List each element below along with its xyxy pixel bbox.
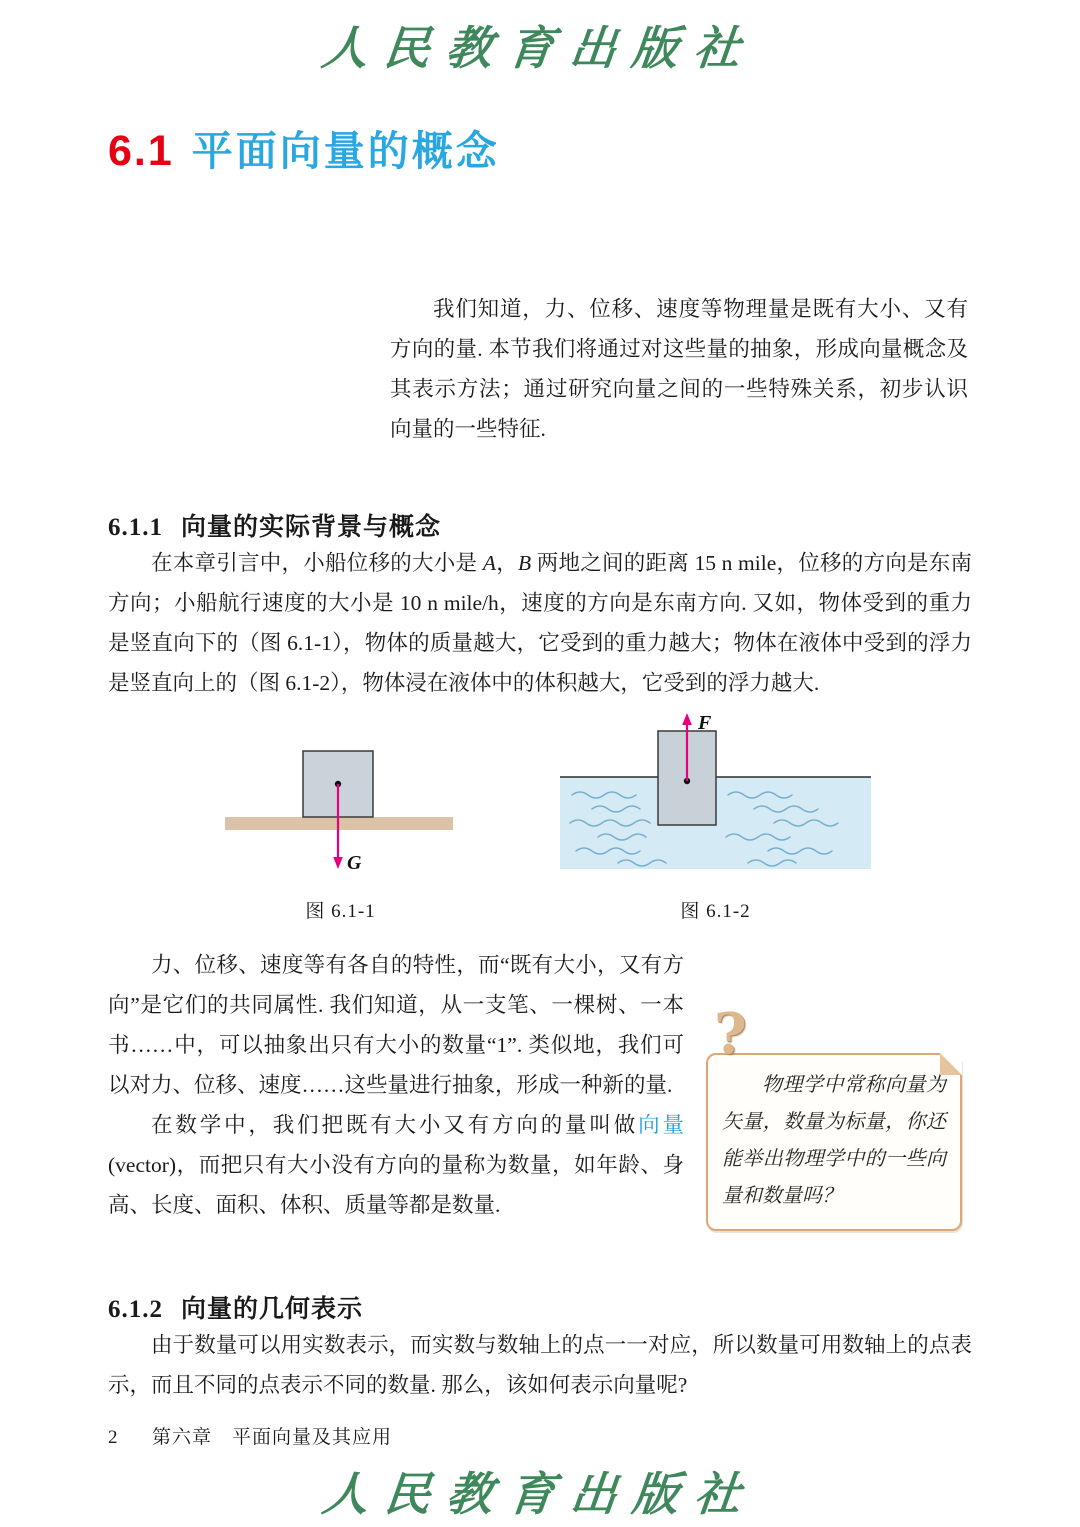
text-run: 在本章引言中，小船位移的大小是 (151, 551, 483, 575)
page-footer (108, 1422, 392, 1449)
page-number: 2 (108, 1427, 118, 1448)
gravity-diagram (223, 711, 458, 886)
publisher-watermark-bottom: 人民教育出版社 (319, 1467, 760, 1521)
section-title-text: 平面向量的概念 (191, 128, 500, 174)
section-number: 6.1 (108, 127, 174, 175)
buoyancy-label: F (698, 712, 712, 734)
question-mark-icon: ? (714, 1001, 747, 1067)
page-title (108, 118, 972, 177)
side-note (706, 1001, 962, 1231)
side-note-box (706, 1053, 962, 1231)
text-run: 在数学中，我们把既有大小又有方向的量叫做 (151, 1113, 639, 1137)
paragraph-611-3 (108, 1105, 684, 1225)
subsection-612-title: 向量的几何表示 (181, 1295, 364, 1323)
side-note-text: 物理学中常称向量为矢量，数量为标量，你还能举出物理学中的一些向量和数量吗？ (722, 1074, 946, 1207)
figure-row (223, 711, 972, 923)
main-text-column (108, 945, 684, 1225)
publisher-watermark-top: 人民教育出版社 (319, 21, 759, 75)
subsection-611-heading (108, 507, 972, 543)
paragraph-611-2: 力、位移、速度等有各自的特性，而“既有大小，又有方向”是它们的共同属性. 我们知道，从一支笔、一棵树、一本书……中，可以抽象出只有大小的数量“1”. 类似地，我们可以对力、位移、速度……这些量进行抽象，形成一种新的量. (108, 953, 684, 1097)
figure-611-gravity (223, 711, 458, 923)
gravity-arrowhead (333, 857, 343, 869)
figure-caption: 图 6.1-2 (680, 901, 751, 922)
gravity-label: G (347, 852, 362, 874)
variable-B: B (517, 551, 532, 575)
subsection-611-number: 6.1.1 (108, 514, 163, 541)
buoyancy-diagram (558, 711, 873, 886)
keyword-vector: 向量 (638, 1113, 684, 1137)
variable-A: A (482, 551, 496, 575)
subsection-612-number: 6.1.2 (108, 1296, 163, 1323)
chapter-running-title: 第六章 平面向量及其应用 (152, 1427, 393, 1448)
text-run: (vector)，而把只有大小没有方向的量称为数量，如年龄、身高、长度、面积、体积、质量等都是数量. (108, 1153, 684, 1217)
text-run: 两地之间的距离 15 n mile，位移的方向是东南方向；小船航行速度的大小是 10 n mile/h，速度的方向是东南方向. 又如，物体受到的重力是竖直向下的（图 6.1-1），物体的质量越大，它受到的重力越大；物体在液体中受到的浮力是竖直向上的（图 6.1-2），物体浸在液体中的体积越大，它受到的浮力越大. (108, 551, 972, 695)
paragraph-612-1: 由于数量可以用实数表示，而实数与数轴上的点一一对应，所以数量可用数轴上的点表示，而且不同的点表示不同的数量. 那么，该如何表示向量呢? (108, 1333, 972, 1397)
paragraph-611-1 (108, 543, 972, 703)
buoyancy-arrowhead (682, 713, 692, 725)
figure-caption: 图 6.1-1 (305, 901, 376, 922)
subsection-612-heading (108, 1289, 972, 1325)
figure-612-buoyancy (558, 711, 873, 923)
subsection-611-title: 向量的实际背景与概念 (181, 513, 442, 541)
text-run: ， (495, 551, 518, 575)
text-with-sidenote (108, 945, 972, 1231)
intro-paragraph: 我们知道，力、位移、速度等物理量是既有大小、又有方向的量. 本节我们将通过对这些量的抽象，形成向量概念及其表示方法；通过研究向量之间的一些特殊关系，初步认识向量的一些特征. (390, 297, 968, 441)
